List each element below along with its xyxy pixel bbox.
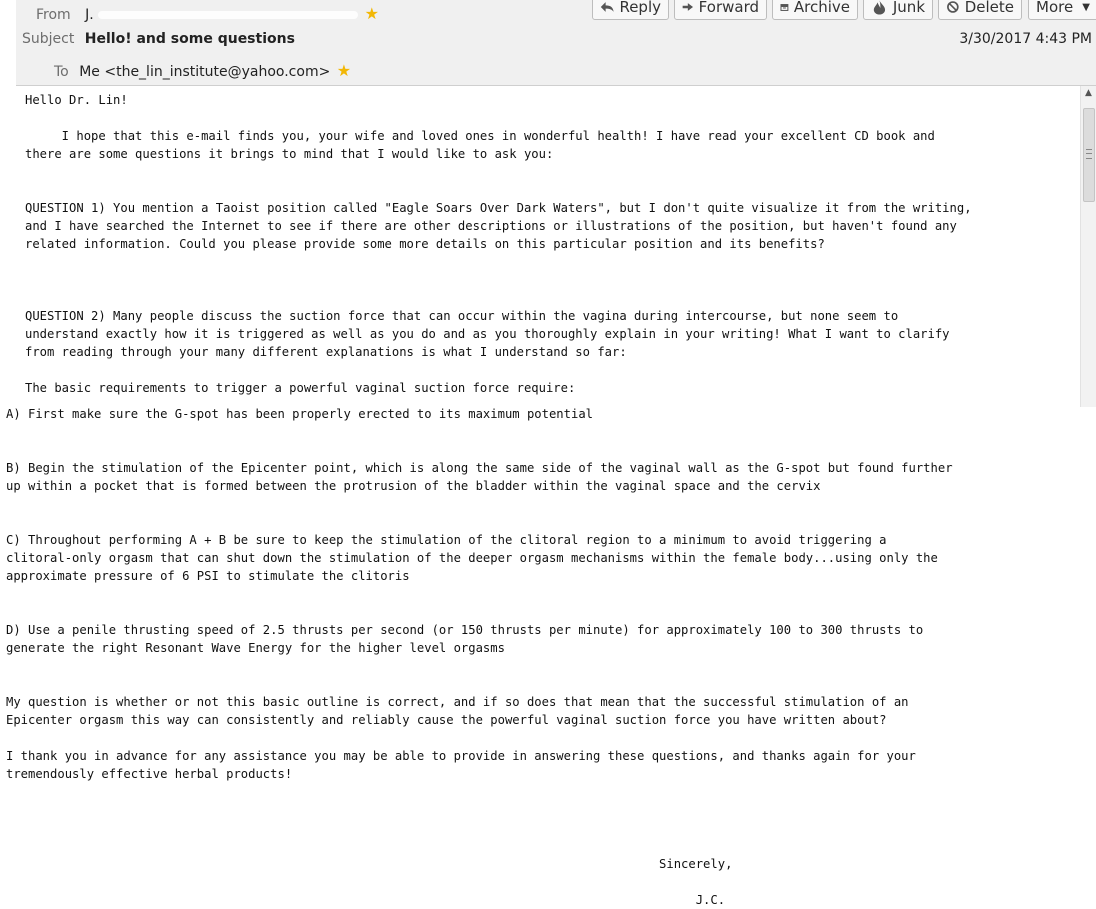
message-line [6, 603, 953, 621]
to-row [54, 61, 351, 80]
message-line [6, 729, 953, 747]
message-line: and I have searched the Internet to see if there are other descriptions or illustrations of the position, but haven't found any [25, 219, 957, 233]
message-line: understand exactly how it is triggered as well as you do and as you thoroughly explain in your writing! What I want to clarify [25, 327, 950, 341]
scrollbar[interactable] [1080, 86, 1096, 407]
message-line [6, 873, 953, 891]
archive-button[interactable] [772, 0, 858, 20]
archive-icon [780, 0, 789, 15]
message-header [16, 0, 1096, 86]
message-line: there are some questions it brings to mind that I would like to ask you: [25, 147, 554, 161]
message-line [6, 513, 953, 531]
scroll-up-icon[interactable]: ▲ [1085, 88, 1092, 98]
message-line: D) Use a penile thrusting speed of 2.5 thrusts per second (or 150 thrusts per minute) for approximately 100 to 300 thrusts to [6, 623, 924, 637]
message-date: 3/30/2017 4:43 PM [959, 31, 1092, 47]
message-line [6, 819, 953, 837]
subject-value: Hello! and some questions [84, 31, 295, 47]
from-row [36, 4, 379, 23]
message-line [6, 801, 953, 819]
message-line: The basic requirements to trigger a powerful vaginal suction force require: [25, 381, 576, 395]
scrollbar-thumb[interactable] [1083, 108, 1095, 202]
message-line: I thank you in advance for any assistance you may be able to provide in answering these questions, and thanks again for your [6, 749, 916, 763]
message-line [25, 109, 972, 127]
message-line: A) First make sure the G-spot has been properly erected to its maximum potential [6, 407, 593, 421]
message-line [6, 585, 953, 603]
chevron-down-icon: ▼ [1082, 1, 1090, 13]
message-line: Sincerely, [6, 857, 733, 871]
message-line: I hope that this e-mail finds you, your wife and loved ones in wonderful health! I have read your excellent CD book and [25, 129, 935, 143]
message-line: Epicenter orgasm this way can consistently and reliably cause the powerful vaginal suction force you have written about? [6, 713, 887, 727]
delete-icon [946, 0, 960, 15]
redacted-address [98, 11, 358, 19]
message-line [6, 495, 953, 513]
more-label: More [1036, 0, 1074, 16]
flame-icon [871, 0, 888, 15]
message-line: QUESTION 1) You mention a Taoist position called "Eagle Soars Over Dark Waters", but I don't quite visualize it from the writing, [25, 201, 972, 215]
forward-label: Forward [698, 0, 759, 16]
to-label: To [54, 64, 69, 80]
message-line: related information. Could you please provide some more details on this particular position and its benefits? [25, 237, 825, 251]
message-line [25, 163, 972, 181]
message-line [6, 675, 953, 693]
message-line: clitoral-only orgasm that can shut down the stimulation of the deeper orgasm mechanisms within the female body...using only the [6, 551, 938, 565]
message-body-top [25, 91, 972, 397]
message-line [25, 289, 972, 307]
message-line [25, 253, 972, 271]
subject-row [22, 31, 295, 47]
message-line [25, 181, 972, 199]
message-line [6, 657, 953, 675]
message-line: generate the right Resonant Wave Energy for the higher level orgasms [6, 641, 505, 655]
more-button[interactable] [1028, 0, 1096, 20]
star-icon[interactable]: ★ [336, 61, 352, 80]
delete-label: Delete [964, 0, 1014, 16]
star-icon[interactable]: ★ [364, 4, 379, 23]
message-line: up within a pocket that is formed between the protrusion of the bladder within the vaginal space and the cervix [6, 479, 821, 493]
message-line: Hello Dr. Lin! [25, 93, 128, 107]
message-line: from reading through your many different explanations is what I understand so far: [25, 345, 627, 359]
message-line [6, 837, 953, 855]
from-value[interactable]: J. [85, 7, 94, 23]
reply-button[interactable] [592, 0, 669, 20]
grip-icon [1086, 149, 1092, 159]
forward-arrow-icon [682, 0, 694, 15]
message-line: QUESTION 2) Many people discuss the suction force that can occur within the vagina during intercourse, but none seem to [25, 309, 899, 323]
message-line [6, 441, 953, 459]
subject-label: Subject [22, 31, 75, 47]
message-line [25, 361, 972, 379]
reply-icon [600, 0, 614, 15]
from-label: From [36, 7, 71, 23]
message-body-bottom [6, 405, 953, 909]
archive-label: Archive [793, 0, 850, 16]
message-line: approximate pressure of 6 PSI to stimulate the clitoris [6, 569, 410, 583]
message-line [6, 423, 953, 441]
reply-label: Reply [619, 0, 661, 16]
message-line: tremendously effective herbal products! [6, 767, 293, 781]
message-line: B) Begin the stimulation of the Epicenter point, which is along the same side of the vaginal wall as the G-spot but found further [6, 461, 953, 475]
message-line: C) Throughout performing A + B be sure to keep the stimulation of the clitoral region to a minimum to avoid triggering a [6, 533, 887, 547]
to-value[interactable]: Me <the_lin_institute@yahoo.com> [79, 64, 331, 80]
message-line [6, 783, 953, 801]
junk-button[interactable] [863, 0, 933, 20]
forward-button[interactable] [674, 0, 767, 20]
delete-button[interactable] [938, 0, 1022, 20]
message-line: My question is whether or not this basic outline is correct, and if so does that mean that the successful stimulation of an [6, 695, 909, 709]
junk-label: Junk [892, 0, 925, 16]
message-line [25, 271, 972, 289]
message-line: J.C. [6, 893, 726, 907]
